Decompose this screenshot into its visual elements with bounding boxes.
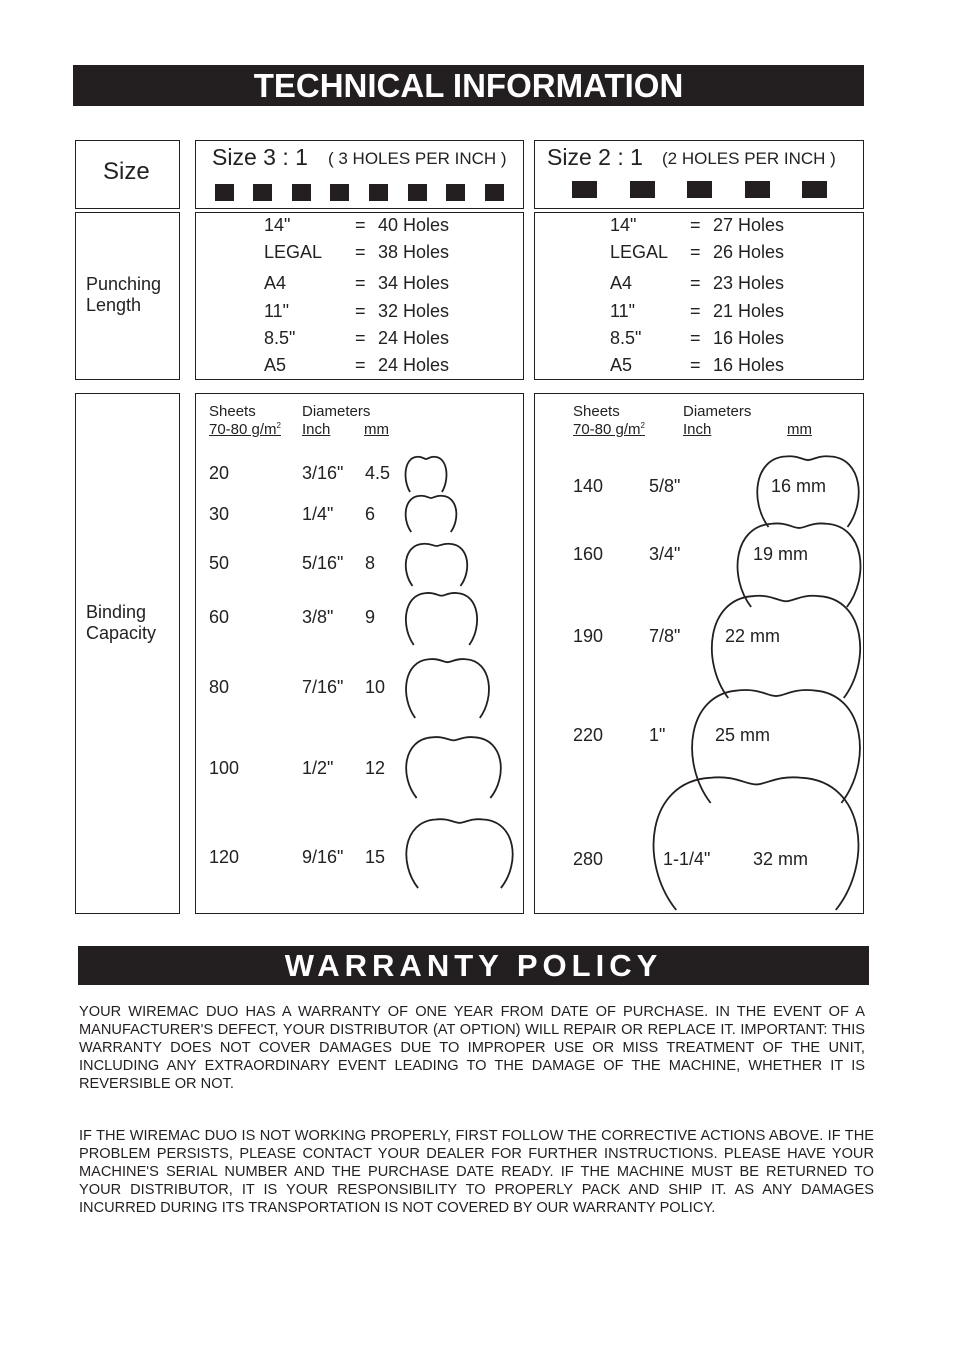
inch-header: Inch [302, 421, 331, 438]
inch-value: 1/4" [302, 504, 334, 524]
inch-value: 5/16" [302, 553, 344, 573]
sheets-header: Sheets [209, 403, 256, 420]
inch-value: 1" [649, 725, 666, 745]
equals-sign: = [355, 328, 366, 348]
mm-value: 10 [365, 677, 386, 697]
wire-ring-15mm [406, 819, 512, 888]
warranty-paragraph-2: IF THE WIREMAC DUO IS NOT WORKING PROPERLY, FIRST FOLLOW THE CORRECTIVE ACTIONS ABOVE. IF THE PROBLEM PERSISTS, PLEASE CONTACT YOUR DEALER FOR FURTHER INSTRUCTIONS. PLEASE HAVE YOUR MACHINE'S SERIAL NUMBER AND THE PURCHASE DATE READY. IF THE MACHINE MUST BE RETURNED TO YOUR DISTRIBUTOR, IT IS YOUR RESPONSIBILITY TO PROPERLY PACK AND SHIP IT. AS ANY DAMAGES INCURRED DURING ITS TRANSPORTATION IS NOT COVERED BY OUR WARRANTY POLICY. [79, 1128, 874, 1216]
punching-label-line2: Length [86, 295, 142, 315]
sheets-value: 20 [209, 463, 230, 483]
equals-sign: = [355, 301, 366, 321]
equals-sign: = [690, 301, 701, 321]
paper-size: 11" [610, 301, 636, 321]
sheets-value: 120 [209, 847, 240, 867]
inch-value: 3/8" [302, 607, 334, 627]
sheets-value: 50 [209, 553, 230, 573]
size-label: Size [103, 158, 150, 185]
hole-count: 16 Holes [713, 355, 785, 375]
inch-value: 9/16" [302, 847, 344, 867]
sheets-value: 30 [209, 504, 230, 524]
wire-ring-6mm [406, 496, 457, 532]
size-2-1-label: Size 2 : 1 [547, 144, 643, 170]
wire-ring-22mm [712, 596, 860, 698]
size-2-1-note: (2 HOLES PER INCH ) [662, 149, 836, 168]
hole-count: 23 Holes [713, 273, 785, 293]
sheets-value: 100 [209, 758, 240, 778]
paper-size: LEGAL [264, 242, 323, 262]
grammage-sup: 2 [276, 421, 281, 430]
paper-size: 8.5" [264, 328, 296, 348]
technical-information-title: TECHNICAL INFORMATION [73, 65, 864, 106]
wire-ring-9mm [406, 593, 477, 645]
sheets-header: Sheets [573, 403, 620, 420]
equals-sign: = [690, 355, 701, 375]
hole-count: 24 Holes [378, 355, 450, 375]
grammage-text: 70-80 g/m [209, 421, 277, 438]
paper-size: A4 [264, 273, 287, 293]
equals-sign: = [355, 242, 366, 262]
size-3-1-label: Size 3 : 1 [212, 144, 308, 170]
hole-count: 34 Holes [378, 273, 450, 293]
wire-ring-4-5mm [406, 457, 447, 492]
inch-header: Inch [683, 421, 712, 438]
inch-value: 7/8" [649, 626, 681, 646]
hole-count: 27 Holes [713, 215, 785, 235]
warranty-policy-title: WARRANTY POLICY [78, 946, 869, 985]
mm-value: 15 [365, 847, 386, 867]
mm-value: 16 mm [771, 476, 827, 496]
equals-sign: = [355, 273, 366, 293]
equals-sign: = [355, 215, 366, 235]
diameters-header: Diameters [683, 403, 752, 420]
wire-ring-32mm [654, 777, 859, 910]
mm-value: 9 [365, 607, 376, 627]
wire-ring-8mm [406, 544, 467, 586]
mm-value: 4.5 [365, 463, 391, 483]
paper-size: 11" [264, 301, 290, 321]
mm-value: 32 mm [753, 849, 809, 869]
equals-sign: = [690, 215, 701, 235]
wire-ring-12mm [406, 737, 501, 798]
punching-label-line1: Punching [86, 274, 162, 294]
sheets-value: 60 [209, 607, 230, 627]
sheets-value: 190 [573, 626, 604, 646]
paper-size: 8.5" [610, 328, 642, 348]
mm-value: 25 mm [715, 725, 771, 745]
wire-ring-16mm [757, 456, 858, 527]
inch-value: 1-1/4" [663, 849, 711, 869]
hole-count: 21 Holes [713, 301, 785, 321]
size-3-1-note: ( 3 HOLES PER INCH ) [328, 149, 507, 168]
sheets-value: 160 [573, 544, 604, 564]
sheets-value: 280 [573, 849, 604, 869]
hole-count: 26 Holes [713, 242, 785, 262]
paper-size: LEGAL [610, 242, 669, 262]
mm-value: 6 [365, 504, 376, 524]
mm-value: 8 [365, 553, 376, 573]
wire-ring-10mm [406, 659, 489, 718]
hole-count: 24 Holes [378, 328, 450, 348]
paper-size: A5 [264, 355, 287, 375]
mm-header: mm [364, 421, 389, 438]
hole-count: 40 Holes [378, 215, 450, 235]
hole-count: 38 Holes [378, 242, 450, 262]
sheets-value: 220 [573, 725, 604, 745]
grammage-text: 70-80 g/m [573, 421, 641, 438]
grammage-sup: 2 [640, 421, 645, 430]
equals-sign: = [690, 242, 701, 262]
binding-label-line2: Capacity [86, 623, 157, 643]
warranty-paragraph-1: YOUR WIREMAC DUO HAS A WARRANTY OF ONE YEAR FROM DATE OF PURCHASE. IN THE EVENT OF A MANUFACTURER'S DEFECT, YOUR DISTRIBUTOR (AT OPTION) WILL REPAIR OR REPLACE IT. IMPORTANT: THIS WARRANTY DOES NOT COVER DAMAGES DUE TO IMPROPER USE OR MISS TREATMENT OF THE UNIT, INCLUDING ANY EXTRAORDINARY EVENT LEADING TO THE DAMAGE OF THE MACHINE, WHETHER IT IS REVERSIBLE OR NOT. [79, 1004, 865, 1092]
equals-sign: = [690, 328, 701, 348]
binding-label-line1: Binding [86, 602, 147, 622]
mm-header: mm [787, 421, 812, 438]
inch-value: 1/2" [302, 758, 334, 778]
wire-ring-25mm [692, 690, 860, 803]
mm-value: 22 mm [725, 626, 781, 646]
inch-value: 3/4" [649, 544, 681, 564]
paper-size: 14" [610, 215, 637, 235]
wire-ring-19mm [738, 523, 861, 607]
mm-value: 12 [365, 758, 386, 778]
paper-size: A4 [610, 273, 633, 293]
inch-value: 5/8" [649, 476, 681, 496]
inch-value: 7/16" [302, 677, 344, 697]
paper-size: 14" [264, 215, 291, 235]
diameters-header: Diameters [302, 403, 371, 420]
sheets-value: 80 [209, 677, 230, 697]
inch-value: 3/16" [302, 463, 344, 483]
hole-count: 32 Holes [378, 301, 450, 321]
equals-sign: = [690, 273, 701, 293]
mm-value: 19 mm [753, 544, 809, 564]
equals-sign: = [355, 355, 366, 375]
hole-count: 16 Holes [713, 328, 785, 348]
sheets-value: 140 [573, 476, 604, 496]
paper-size: A5 [610, 355, 633, 375]
